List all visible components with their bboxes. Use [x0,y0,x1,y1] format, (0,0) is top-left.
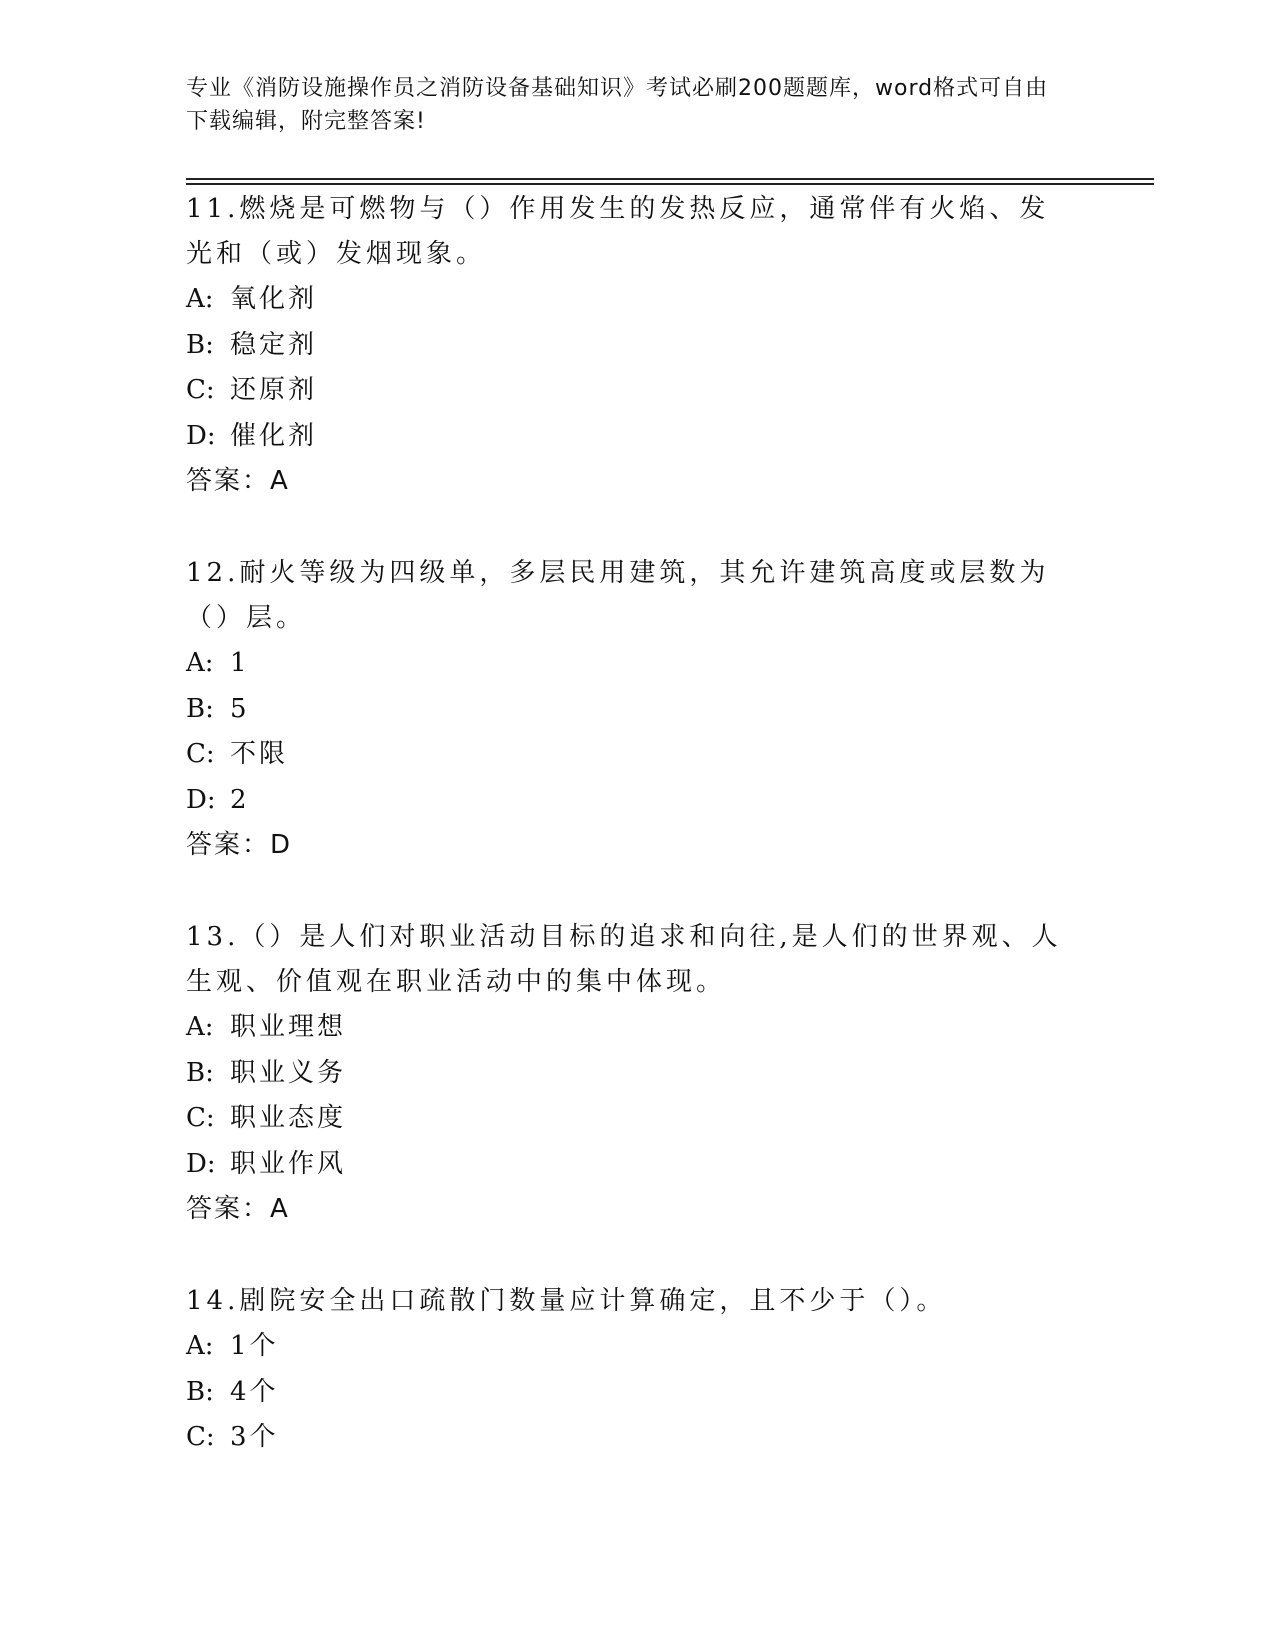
option-b [186,687,1066,733]
option-letter: B: [186,329,214,360]
option-letter: C: [186,375,215,405]
option-b [186,323,1066,369]
question-12 [186,551,1066,869]
option-text: 稳定剂 [230,329,318,360]
option-letter: D: [186,1148,216,1179]
option-a [186,1005,1066,1051]
option-letter: B: [186,1376,214,1407]
document-header: 专业《消防设施操作员之消防设备基础知识》考试必刷200题题库，word格式可自由下载编辑，附完整答案! [186,76,1049,134]
option-text: 1个 [230,1331,279,1361]
option-text: 职业义务 [230,1057,347,1088]
option-a [186,277,1066,323]
option-letter: A: [186,284,214,314]
option-a [186,641,1066,687]
option-b [186,1370,1066,1416]
option-text: 职业作风 [230,1148,347,1179]
option-d [186,778,1066,824]
option-text: 催化剂 [230,420,318,451]
option-text: 4个 [230,1376,279,1407]
option-d [186,1142,1066,1188]
option-letter: B: [186,693,214,724]
option-text: 5 [230,693,250,724]
header-divider-top [186,178,1154,180]
option-letter: B: [186,1057,214,1088]
option-text: 职业态度 [230,1103,347,1133]
option-letter: D: [186,420,216,451]
question-11 [186,187,1066,505]
option-d [186,414,1066,460]
header-divider-bottom [186,183,1154,185]
option-text: 3个 [230,1422,279,1452]
question-stem: 13.（）是人们对职业活动目标的追求和向往,是人们的世界观、人生观、价值观在职业活动中的集中体现。 [186,922,1062,997]
answer: 答案：A [186,466,290,496]
option-c [186,732,1066,778]
option-c [186,1096,1066,1142]
option-letter: C: [186,1103,215,1133]
option-text: 氧化剂 [230,284,318,314]
option-letter: A: [186,1331,214,1361]
option-c [186,368,1066,414]
option-text: 1 [230,648,250,678]
option-text: 职业理想 [230,1012,347,1042]
option-letter: A: [186,648,214,678]
question-stem: 14.剧院安全出口疏散门数量应计算确定，且不少于（）。 [186,1286,947,1316]
question-stem: 12.耐火等级为四级单，多层民用建筑，其允许建筑高度或层数为（）层。 [186,558,1050,633]
option-text: 2 [230,784,250,815]
option-a [186,1324,1066,1370]
option-b [186,1051,1066,1097]
option-text: 还原剂 [230,375,318,405]
answer: 答案：A [186,1194,290,1224]
option-text: 不限 [230,739,289,769]
question-stem: 11.燃烧是可燃物与（）作用发生的发热反应，通常伴有火焰、发光和（或）发烟现象。 [186,194,1050,269]
answer: 答案：D [186,830,293,860]
question-13 [186,915,1066,1233]
option-letter: C: [186,739,215,769]
option-letter: D: [186,784,216,815]
option-letter: A: [186,1012,214,1042]
question-14 [186,1279,1066,1461]
option-c [186,1415,1066,1461]
option-letter: C: [186,1422,215,1452]
